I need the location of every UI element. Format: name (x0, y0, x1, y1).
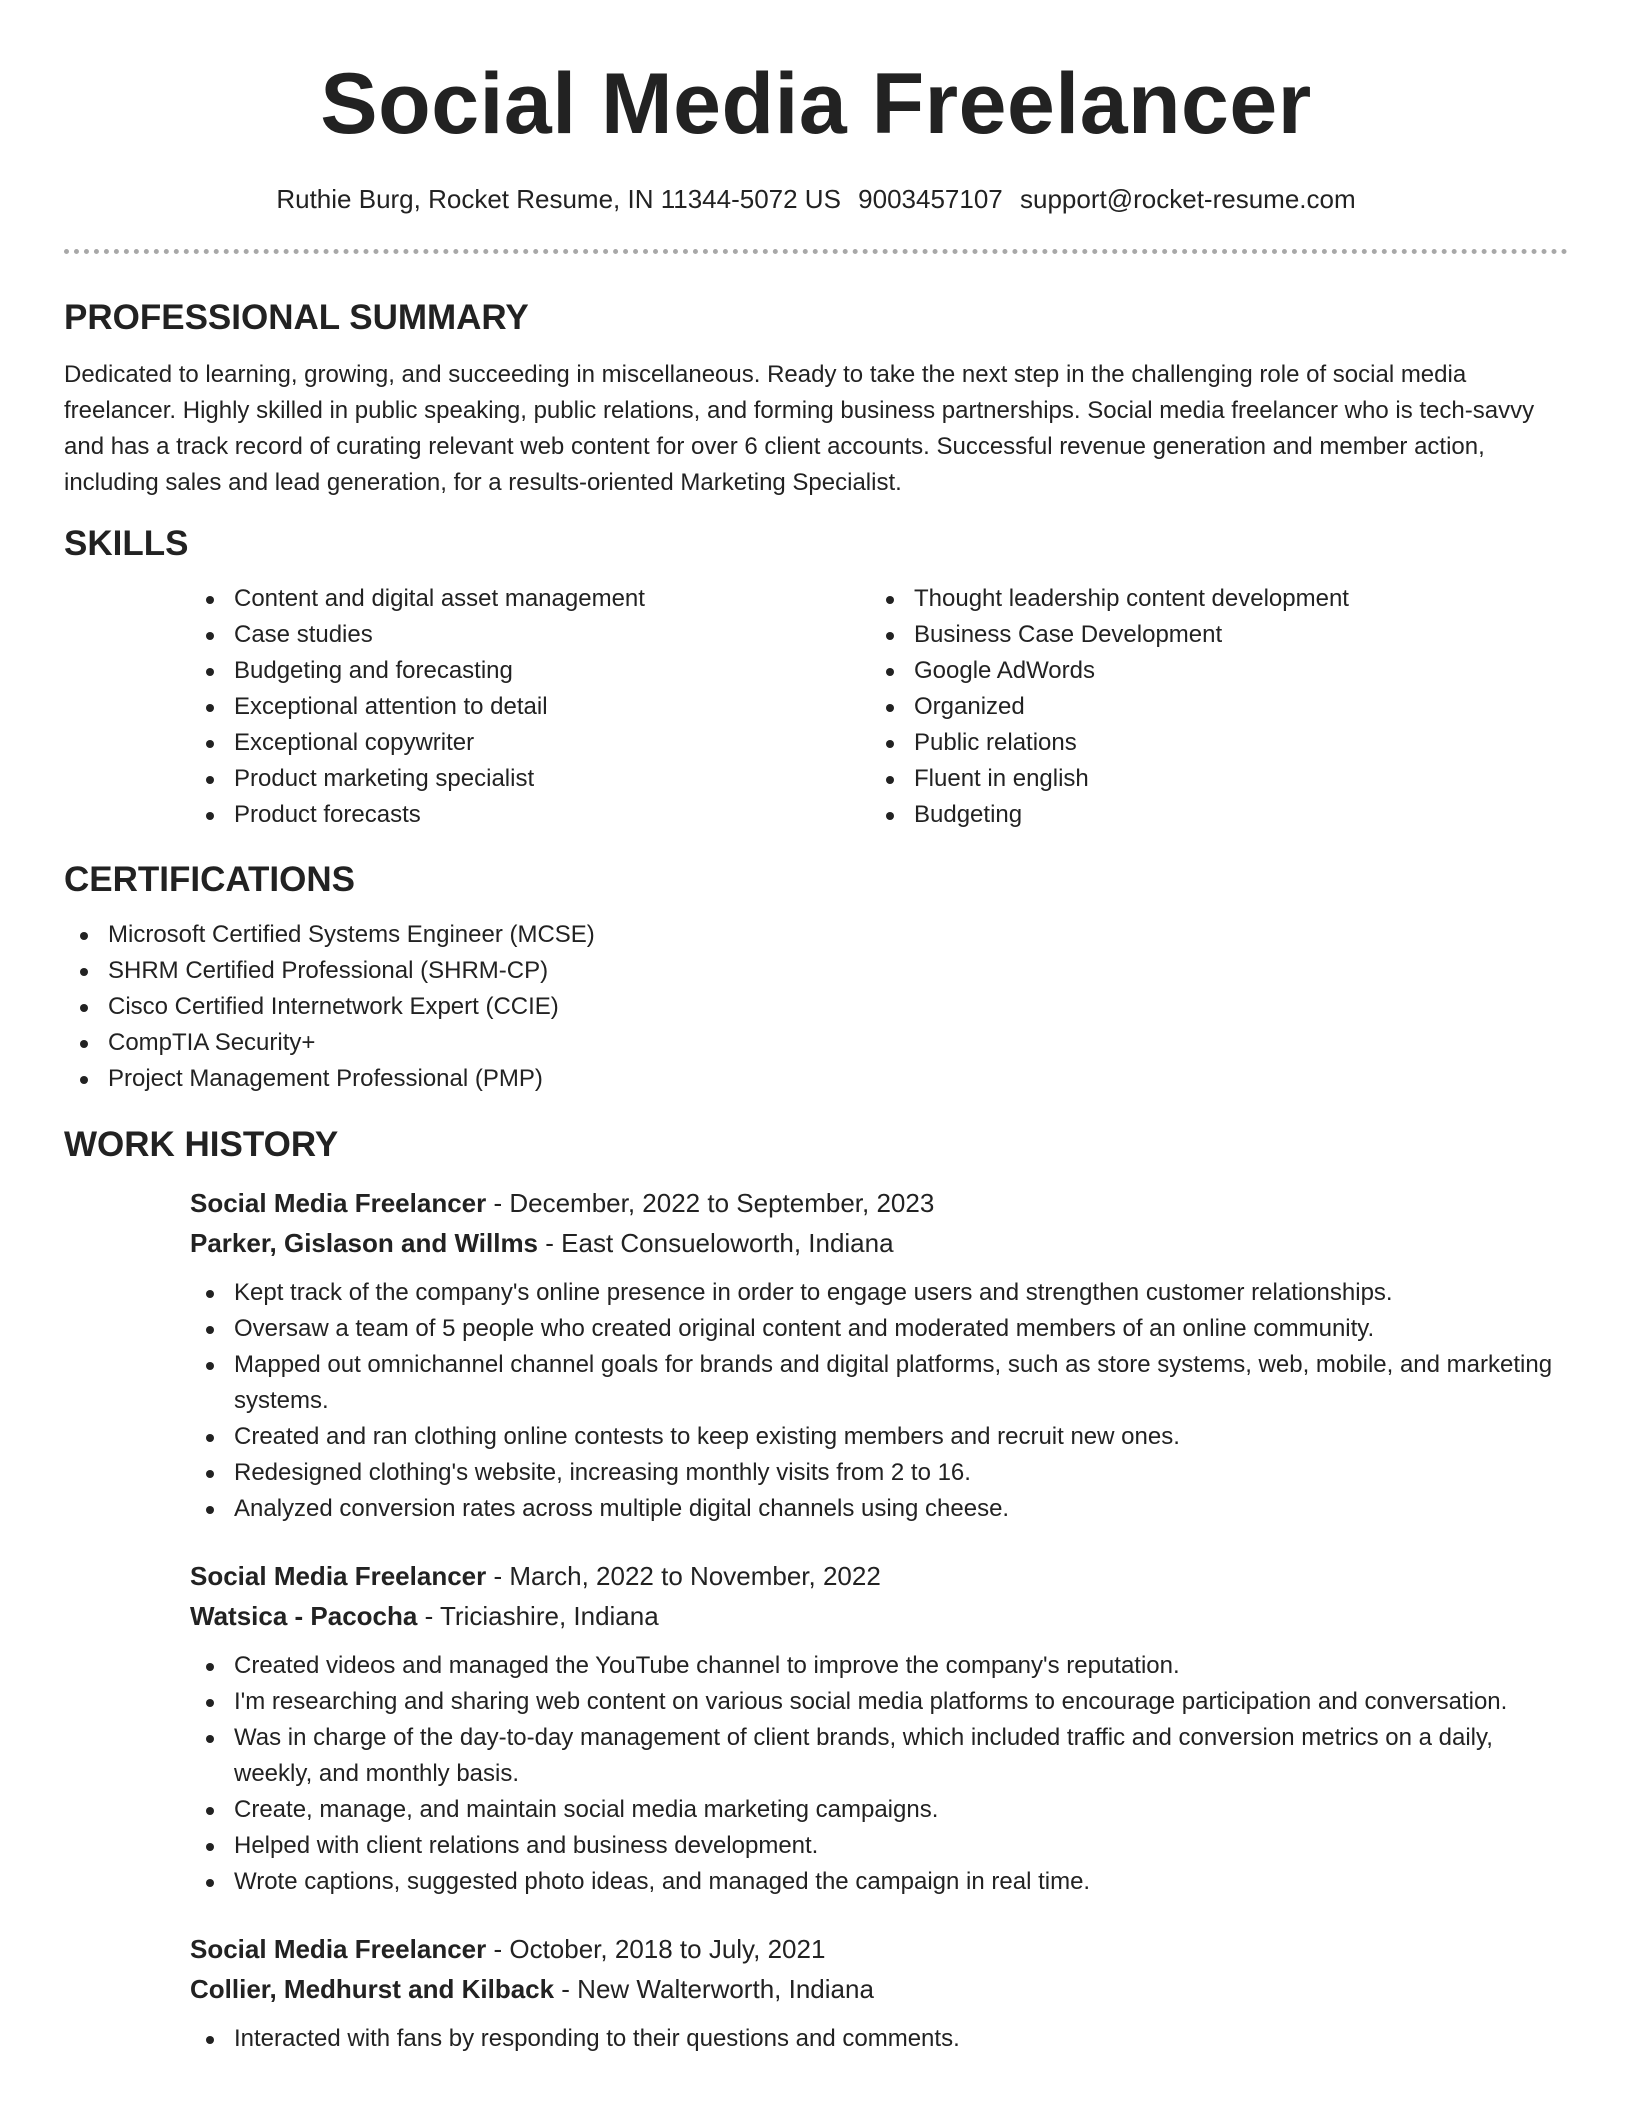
job-bullets (190, 2021, 1568, 2057)
job-bullets (190, 1275, 1568, 1527)
job-title: Social Media Freelancer (190, 1188, 487, 1218)
skill-item: Organized (870, 689, 1550, 725)
certification-item: Cisco Certified Internetwork Expert (CCIE) (64, 989, 1568, 1025)
skill-item: Product marketing specialist (190, 761, 870, 797)
skills-heading: SKILLS (64, 524, 189, 563)
skills-grid (190, 581, 1568, 833)
job-entry (190, 1929, 1568, 2057)
job-company: Watsica - Pacocha (190, 1601, 418, 1631)
certification-item: CompTIA Security+ (64, 1025, 1568, 1061)
job-bullet: Created videos and managed the YouTube channel to improve the company's reputation. (190, 1648, 1568, 1684)
job-bullet: Wrote captions, suggested photo ideas, and managed the campaign in real time. (190, 1864, 1568, 1900)
resume-title: Social Media Freelancer (320, 56, 1312, 152)
job-bullet: Create, manage, and maintain social media marketing campaigns. (190, 1792, 1568, 1828)
certifications-section (64, 858, 1568, 1097)
job-bullet: Helped with client relations and business development. (190, 1828, 1568, 1864)
certification-item: Microsoft Certified Systems Engineer (MCSE) (64, 917, 1568, 953)
certification-item: SHRM Certified Professional (SHRM-CP) (64, 953, 1568, 989)
summary-text: Dedicated to learning, growing, and succeeding in miscellaneous. Ready to take the next step in the challenging role of social media freelancer. Highly skilled in public speaking, public relations, and forming business partnerships. Social media freelancer who is tech-savvy and has a track record of curating relevant web content for over 6 client accounts. Successful revenue generation and member action, including sales and lead generation, for a results-oriented Marketing Specialist. (64, 361, 1535, 496)
job-bullet: Was in charge of the day-to-day management of client brands, which included traffic and conversion metrics on a daily, weekly, and monthly basis. (190, 1720, 1568, 1792)
job-bullet: Oversaw a team of 5 people who created original content and moderated members of an online community. (190, 1311, 1568, 1347)
work-heading: WORK HISTORY (64, 1125, 339, 1164)
job-title-line (190, 1929, 1568, 1969)
summary-heading: PROFESSIONAL SUMMARY (64, 298, 529, 337)
skill-item: Google AdWords (870, 653, 1550, 689)
skills-left-list (190, 581, 870, 833)
job-dates: - March, 2022 to November, 2022 (486, 1561, 881, 1591)
job-company: Collier, Medhurst and Kilback (190, 1974, 555, 2004)
skill-item: Case studies (190, 617, 870, 653)
header-divider (64, 249, 1568, 254)
skill-item: Thought leadership content development (870, 581, 1550, 617)
skill-item: Product forecasts (190, 797, 870, 833)
job-title-line (190, 1556, 1568, 1596)
resume-page (64, 0, 1568, 2057)
certification-item: Project Management Professional (PMP) (64, 1061, 1568, 1097)
job-bullet: I'm researching and sharing web content on various social media platforms to encourage participation and conversation. (190, 1684, 1568, 1720)
job-company: Parker, Gislason and Willms (190, 1228, 539, 1258)
certifications-list (64, 917, 1568, 1097)
job-location: - New Walterworth, Indiana (554, 1974, 874, 2004)
job-location: - Triciashire, Indiana (417, 1601, 659, 1631)
job-bullet: Analyzed conversion rates across multiple digital channels using cheese. (190, 1491, 1568, 1527)
job-bullet: Interacted with fans by responding to their questions and comments. (190, 2021, 1568, 2057)
skill-item: Public relations (870, 725, 1550, 761)
job-entry (190, 1556, 1568, 1900)
skill-item: Fluent in english (870, 761, 1550, 797)
skill-item: Budgeting and forecasting (190, 653, 870, 689)
job-bullets (190, 1648, 1568, 1900)
summary-section (64, 296, 1568, 501)
job-company-line (190, 1596, 1568, 1636)
job-dates: - December, 2022 to September, 2023 (486, 1188, 935, 1218)
contact-line (64, 182, 1568, 216)
work-section (64, 1123, 1568, 2057)
job-bullet: Mapped out omnichannel channel goals for brands and digital platforms, such as store systems, web, mobile, and marketing systems. (190, 1347, 1568, 1419)
job-bullet: Redesigned clothing's website, increasing monthly visits from 2 to 16. (190, 1455, 1568, 1491)
skills-section (64, 522, 1568, 833)
job-company-line (190, 1223, 1568, 1263)
job-company-line (190, 1969, 1568, 2009)
contact-phone: 9003457107 (858, 184, 1003, 214)
contact-email[interactable]: support@rocket-resume.com (1020, 184, 1356, 214)
certifications-heading: CERTIFICATIONS (64, 860, 356, 899)
job-title: Social Media Freelancer (190, 1561, 487, 1591)
skill-item: Budgeting (870, 797, 1550, 833)
job-entry (190, 1183, 1568, 1527)
job-title: Social Media Freelancer (190, 1934, 487, 1964)
skill-item: Business Case Development (870, 617, 1550, 653)
contact-address: Ruthie Burg, Rocket Resume, IN 11344-5072 US (276, 184, 841, 214)
job-dates: - October, 2018 to July, 2021 (486, 1934, 826, 1964)
job-title-line (190, 1183, 1568, 1223)
skills-right-list (870, 581, 1550, 833)
skill-item: Exceptional attention to detail (190, 689, 870, 725)
skill-item: Content and digital asset management (190, 581, 870, 617)
job-bullet: Created and ran clothing online contests to keep existing members and recruit new ones. (190, 1419, 1568, 1455)
skill-item: Exceptional copywriter (190, 725, 870, 761)
job-bullet: Kept track of the company's online presence in order to engage users and strengthen customer relationships. (190, 1275, 1568, 1311)
job-location: - East Consueloworth, Indiana (538, 1228, 894, 1258)
